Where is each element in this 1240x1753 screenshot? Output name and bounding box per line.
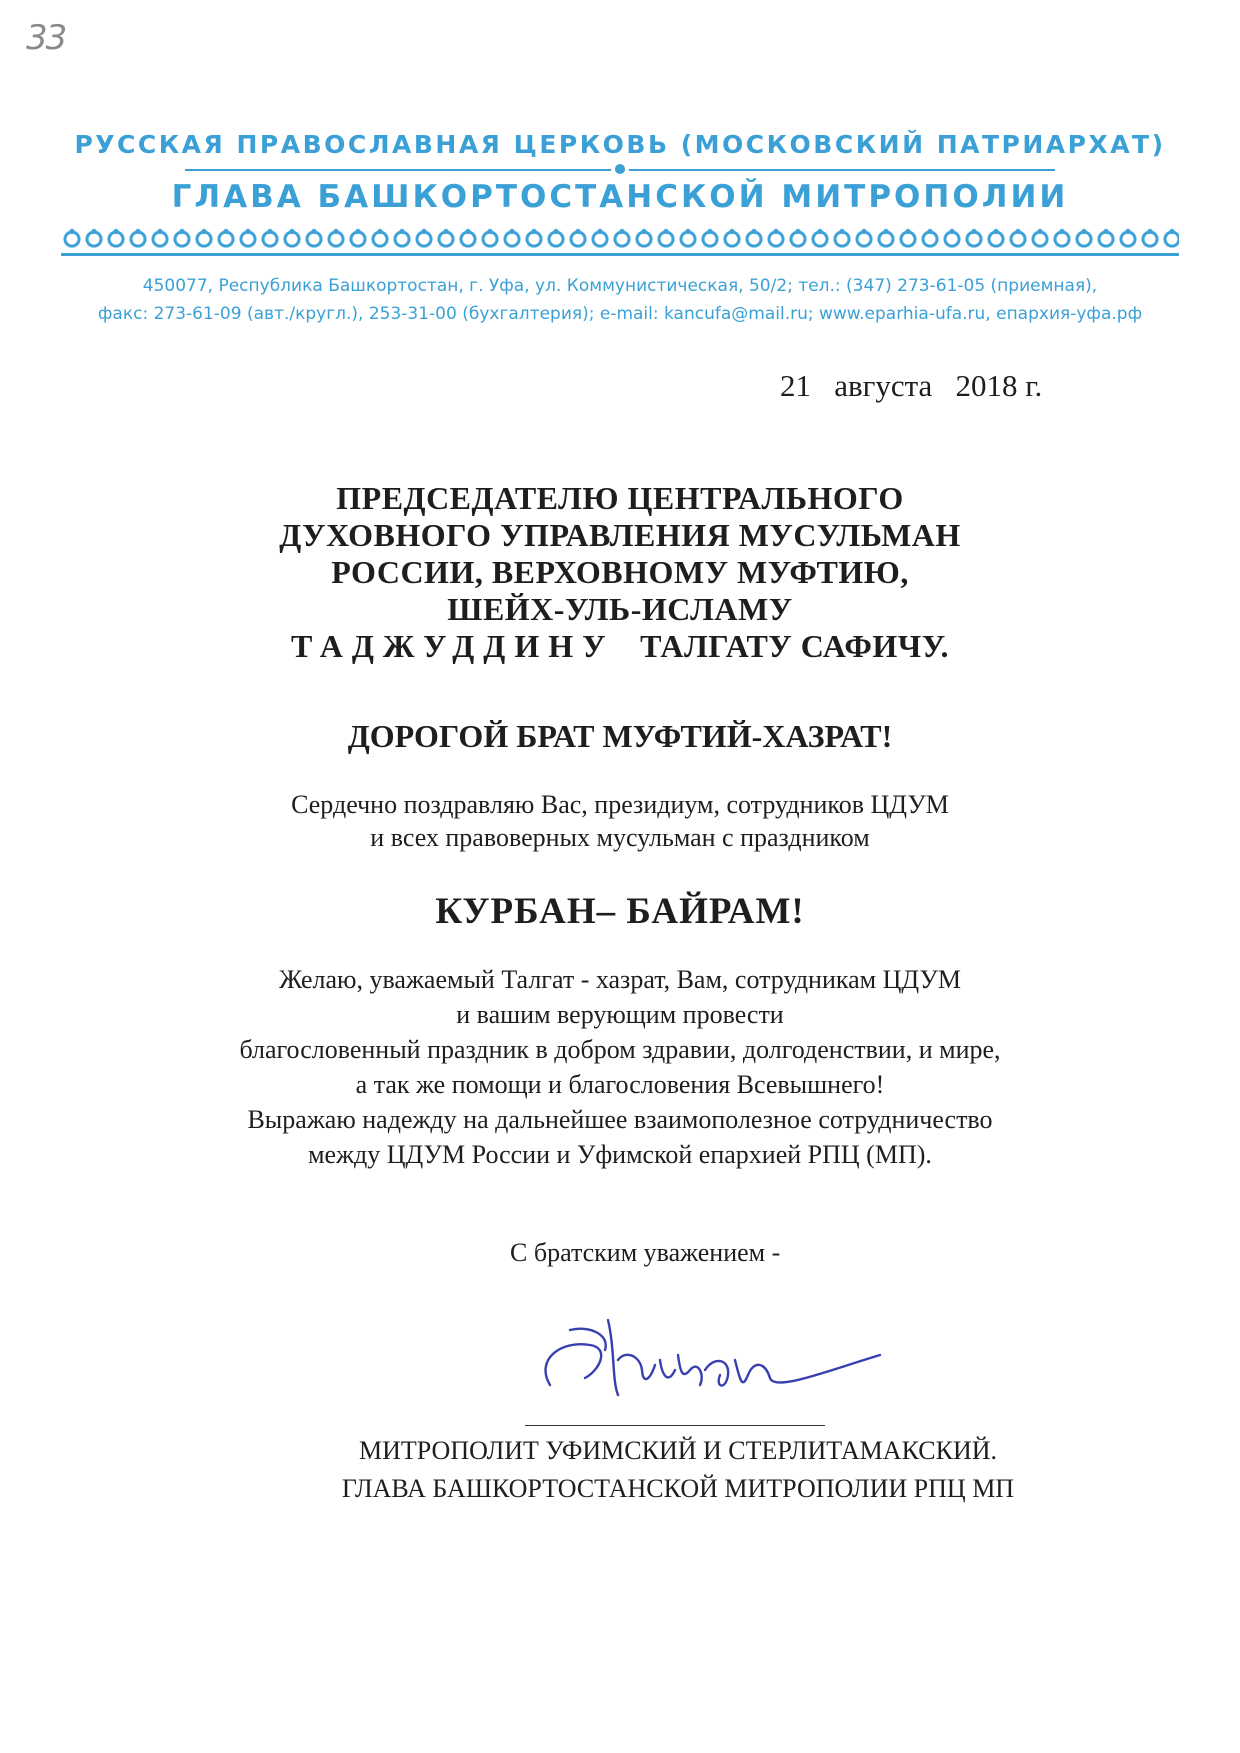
congratulation-paragraph [0, 788, 1240, 854]
paragraph-line: Сердечно поздравляю Вас, президиум, сотрудников ЦДУМ [291, 790, 949, 819]
paragraph-line: между ЦДУМ России и Уфимской епархией РПЦ (МП). [308, 1140, 932, 1169]
paragraph-line: Желаю, уважаемый Талгат - хазрат, Вам, сотрудникам ЦДУМ [279, 965, 961, 994]
handwritten-signature [530, 1300, 890, 1430]
addressee-surname: ТАДЖУДДИНУ [290, 628, 615, 664]
contacts-line-1: 450077, Республика Башкортостан, г. Уфа, ул. Коммунистическая, 50/2; тел.: (347) 273-61-05 (приемная), [142, 276, 1098, 296]
addressee-line-4: ШЕЙХ-УЛЬ-ИСЛАМУ [447, 591, 793, 627]
paragraph-line: благословенный праздник в добром здравии, долгоденствии, и мире, [239, 1035, 1001, 1064]
letterhead [0, 130, 1240, 256]
letter-date: 21 августа 2018 г. [780, 368, 1043, 403]
greeting: ДОРОГОЙ БРАТ МУФТИЙ-ХАЗРАТ! [347, 718, 893, 754]
signer-line-1: МИТРОПОЛИТ УФИМСКИЙ И СТЕРЛИТАМАКСКИЙ. [358, 1436, 997, 1465]
letterhead-divider [185, 165, 1055, 175]
addressee-line-3: РОССИИ, ВЕРХОВНОМУ МУФТИЮ, [331, 554, 909, 590]
letterhead-heading: ГЛАВА БАШКОРТОСТАНСКОЙ МИТРОПОЛИИ [171, 179, 1069, 215]
addressee [0, 480, 1240, 665]
paragraph-line: и всех правоверных мусульман с праздником [370, 823, 870, 852]
paragraph-line: а так же помощи и благословения Всевышнего! [355, 1070, 885, 1099]
paragraph-line: Выражаю надежду на дальнейшее взаимополезное сотрудничество [247, 1105, 993, 1134]
signer-title [298, 1432, 1058, 1508]
letterhead-organization: РУССКАЯ ПРАВОСЛАВНАЯ ЦЕРКОВЬ (МОСКОВСКИЙ ПАТРИАРХАТ) [74, 130, 1166, 159]
letterhead-contacts [0, 272, 1240, 328]
addressee-line-5 [0, 628, 1240, 665]
paragraph-line: и вашим верующим провести [456, 1000, 784, 1029]
closing-phrase: С братским уважением - [510, 1238, 781, 1267]
holiday-title: КУРБАН– БАЙРАМ! [435, 891, 805, 932]
addressee-line-1: ПРЕДСЕДАТЕЛЮ ЦЕНТРАЛЬНОГО [336, 480, 904, 516]
contacts-line-2: факс: 273-61-09 (авт./кругл.), 253-31-00 (бухгалтерия); e-mail: kancufa@mail.ru; www.eparhia-ufa.ru, епархия-уфа.рф [97, 304, 1143, 324]
ornamental-border [61, 227, 1179, 256]
addressee-line-2: ДУХОВНОГО УПРАВЛЕНИЯ МУСУЛЬМАН [279, 517, 961, 553]
wishes-paragraph [0, 962, 1240, 1172]
signer-line-2: ГЛАВА БАШКОРТОСТАНСКОЙ МИТРОПОЛИИ РПЦ МП [341, 1474, 1015, 1503]
addressee-name: ТАЛГАТУ САФИЧУ. [640, 628, 950, 664]
page-number: 33 [26, 18, 66, 58]
divider-dot-icon [611, 160, 629, 178]
signature-line [525, 1425, 825, 1426]
